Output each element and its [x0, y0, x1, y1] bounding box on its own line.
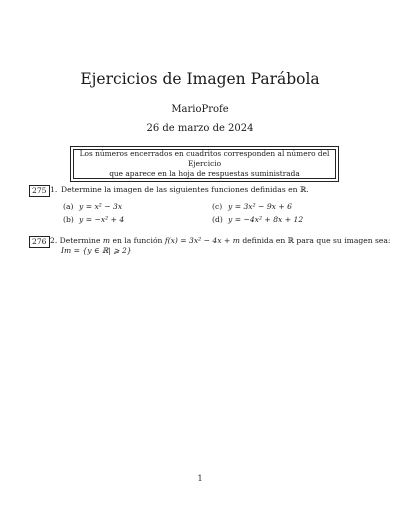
exercise-2-text-a: Determine: [59, 236, 101, 245]
exercise-1-item-c-expr: y = 3x² − 9x + 6: [228, 202, 292, 211]
exercise-1-number: 1.: [50, 185, 58, 194]
notice-line-1: Los números encerrados en cuadritos corresponden al número del Ejercicio: [79, 149, 330, 168]
exercise-2-text-b: en la función: [112, 236, 163, 245]
document-author: MarioProfe: [171, 104, 229, 115]
exercise-1-item-b-expr: y = −x² + 4: [79, 215, 125, 224]
page-number: 1: [197, 474, 203, 483]
document-title: Ejercicios de Imagen Parábola: [80, 70, 320, 88]
notice-line-2: que aparece en la hoja de respuestas suministrada: [109, 169, 300, 178]
exercise-1-badge: 275: [29, 185, 50, 197]
exercise-2-line-1: [50, 236, 391, 246]
exercise-2-number: 2.: [50, 236, 58, 245]
exercise-2-image-set: Im = {y ∈ ℝ| ⩾ 2}: [61, 246, 132, 255]
exercise-1-item-a-expr: y = x² − 3x: [79, 202, 123, 211]
exercise-2-badge: 276: [29, 236, 50, 248]
notice-box: [73, 149, 336, 179]
exercise-1-item-b-label: (b): [63, 215, 74, 224]
exercise-1-item-c-label: (c): [212, 202, 223, 211]
exercise-1-item-d-expr: y = −4x² + 8x + 12: [228, 215, 304, 224]
exercise-1-item-a-label: (a): [63, 202, 74, 211]
exercise-2-text-c: definida en ℝ para que su imagen sea:: [242, 236, 391, 245]
exercise-1-item-d-label: (d): [212, 215, 223, 224]
exercise-2-function: f(x) = 3x² − 4x + m: [164, 236, 240, 245]
document-date: 26 de marzo de 2024: [146, 123, 254, 134]
exercise-1-text: Determine la imagen de las siguientes funciones definidas en ℝ.: [61, 185, 309, 194]
exercise-2-variable: m: [102, 236, 111, 245]
